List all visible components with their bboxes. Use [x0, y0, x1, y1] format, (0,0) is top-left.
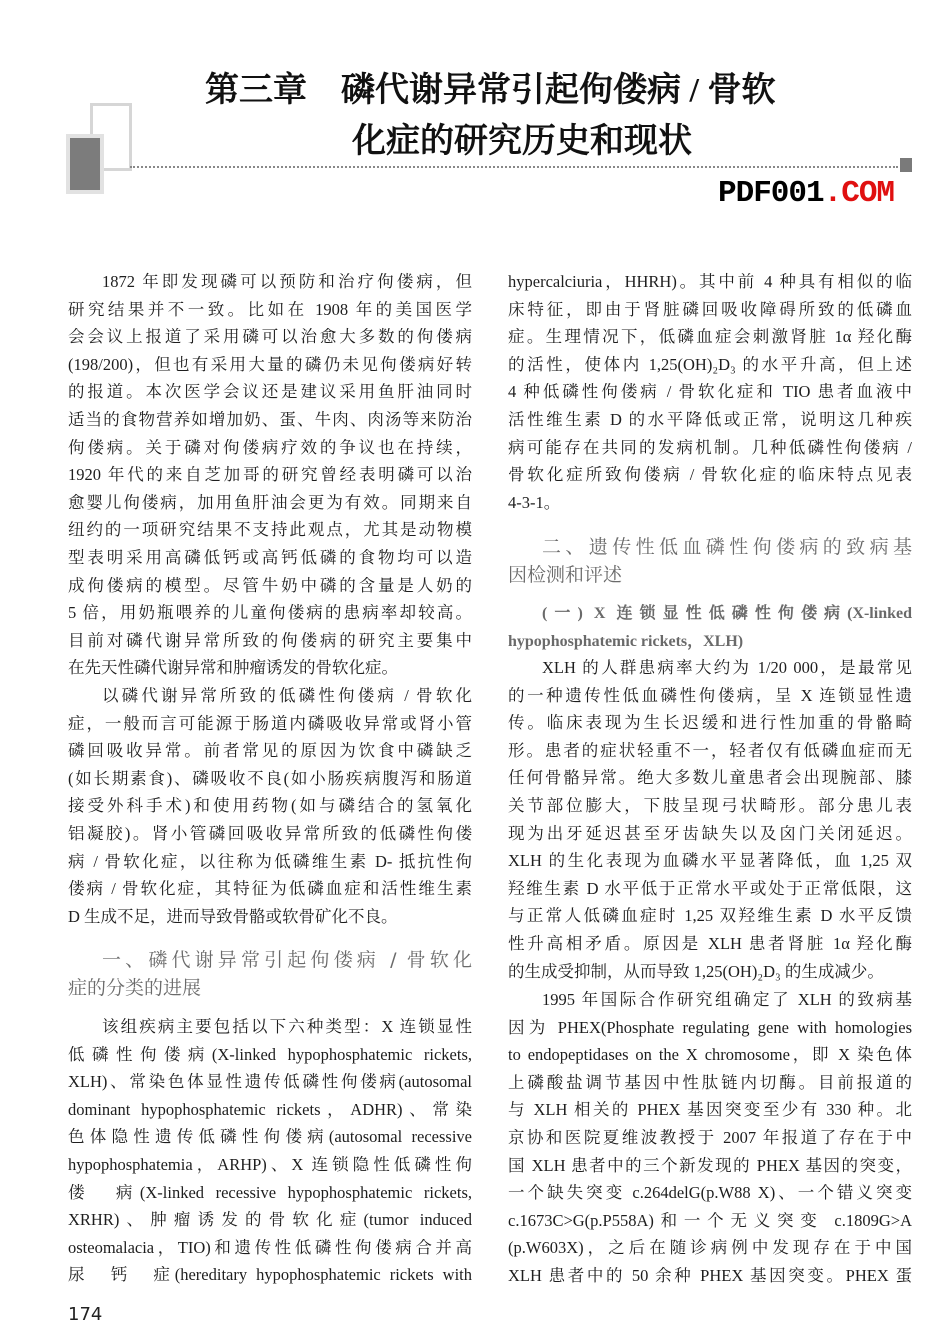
watermark-red: .COM	[823, 176, 895, 211]
text-line: 佝偻病。关于磷对佝偻病疗效的争议也在持续，	[68, 437, 472, 457]
watermark-black: PDF001	[718, 176, 824, 211]
text-line: dominant hypophosphatemic rickets，ADHR)、常染	[68, 1099, 472, 1119]
text-line: hypercalciuria，HHRH)。其中前 4 种具有相似的临	[508, 272, 912, 291]
left-paragraph-3	[68, 1013, 472, 1289]
text-line: 的生成受抑制，从而导致 1,25(OH)₂D₃ 的生成减少。	[508, 961, 884, 981]
text-line: (198/200)，但也有采用大量的磷仍未见佝偻病好转	[68, 354, 472, 374]
text-line: 愈婴儿佝偻病，加用鱼肝油会更为有效。同期来自	[68, 492, 472, 512]
text-line: 适当的食物营养如增加奶、蛋、牛肉、肉汤等来防治	[68, 409, 472, 429]
text-line: 的一种遗传性低血磷性佝偻病，呈 X 连锁显性遗	[508, 685, 912, 705]
dotted-divider	[130, 166, 898, 168]
text-line: osteomalacia，TIO)和遗传性低磷性佝偻病合并高	[68, 1237, 472, 1257]
divider-end-square	[900, 158, 912, 172]
text-line: 成佝偻病的模型。尽管牛奶中磷的含量是人奶的	[68, 575, 472, 595]
text-line: XLH)、常染色体显性遗传低磷性佝偻病(autosomal	[68, 1072, 472, 1092]
text-line: XLH 的人群患病率大约为 1/20 000，是最常见	[542, 658, 912, 677]
text-line: (如长期素食)、磷吸收不良(如小肠疾病腹泻和肠道	[68, 768, 472, 788]
text-line: XRHR)、肿瘤诱发的骨软化症(tumor induced	[68, 1210, 472, 1230]
text-line: 5 倍，用奶瓶喂养的儿童佝偻病的患病率却较高。	[68, 603, 472, 623]
text-line: 该组疾病主要包括以下六种类型：X 连锁显性	[102, 1017, 472, 1036]
text-line: (一) X 连锁显性低磷性佝偻病(X-linked	[542, 605, 912, 622]
text-line: 一个缺失突变 c.264delG(p.W88 X)、一个错义突变	[508, 1183, 912, 1203]
text-line: 与 XLH 相关的 PHEX 基因突变至少有 330 种。北	[508, 1100, 912, 1120]
text-line: 接受外科手术)和使用药物(如与磷结合的氢氧化	[68, 796, 472, 816]
right-paragraph-1	[508, 268, 912, 516]
text-line: 型表明采用高磷低钙或高钙低磷的食物均可以造	[68, 547, 472, 567]
text-line: hypophosphatemia，ARHP)、X 连锁隐性低磷性佝	[68, 1154, 472, 1174]
text-line: 上磷酸盐调节基因中性肽链内切酶。目前报道的	[508, 1072, 912, 1092]
text-line: 症的分类的进展	[68, 977, 202, 999]
text-line: 1995 年国际合作研究组确定了 XLH 的致病基	[542, 990, 912, 1009]
text-line: to endopeptidases on the X chromosome，即 X 染色体	[508, 1045, 912, 1065]
text-line: 形。患者的症状轻重不一，轻者仅有低磷血症而无	[508, 740, 912, 760]
text-line: 4-3-1。	[508, 492, 561, 512]
chapter-title-line-2: 化症的研究历史和现状	[352, 123, 692, 160]
left-paragraph-1	[68, 268, 472, 682]
text-line: 色体隐性遗传低磷性佝偻病(autosomal recessive	[68, 1127, 472, 1147]
text-line: 的报道。本次医学会议还是建议采用鱼肝油同时	[68, 382, 472, 402]
text-line: 任何骨骼异常。绝大多数儿童患者会出现腕部、膝	[508, 768, 912, 788]
text-line: 国 XLH 患者中的三个新发现的 PHEX 基因的突变，	[508, 1155, 912, 1175]
text-line: 骨软化症所致佝偻病 / 骨软化症的临床特点见表	[508, 465, 912, 485]
text-line: hypophosphatemic rickets，XLH)	[508, 632, 744, 650]
text-line: 1872 年即发现磷可以预防和治疗佝偻病，但	[102, 272, 472, 291]
text-line: 尿 钙 症(hereditary hypophosphatemic rickets with	[68, 1265, 472, 1285]
text-line: 病 / 骨软化症，以往称为低磷维生素 D- 抵抗性佝	[68, 851, 472, 871]
text-line: 铝凝胶)。肾小管磷回吸收异常所致的低磷性佝偻	[68, 823, 472, 843]
section-heading-2	[508, 533, 912, 589]
right-paragraph-3	[508, 986, 912, 1290]
left-paragraph-2	[68, 682, 472, 930]
page-number: 174	[68, 1304, 103, 1325]
text-line: 二、遗传性低血磷性佝偻病的致病基	[542, 536, 912, 558]
text-line: 偻 病(X-linked recessive hypophosphatemic rickets,	[68, 1182, 472, 1202]
text-line: 在先天性磷代谢异常和肿瘤诱发的骨软化症。	[68, 658, 398, 678]
text-line: 纽约的一项研究结果不支持此观点，尤其是动物模	[68, 520, 472, 540]
text-line: 会会议上报道了采用磷可以治愈大多数的佝偻病	[68, 327, 472, 347]
text-line: XLH 的生化表现为血磷水平显著降低，血 1,25 双	[508, 851, 912, 871]
text-line: 低磷性佝偻病(X-linked hypophosphatemic rickets,	[68, 1044, 472, 1064]
text-line: XLH 患者中的 50 余种 PHEX 基因突变。PHEX 蛋	[508, 1265, 912, 1285]
text-line: 症，一般而言可能源于肠道内磷吸收异常或肾小管	[68, 713, 472, 733]
right-paragraph-2	[508, 654, 912, 985]
section-heading-1	[68, 946, 472, 1002]
text-line: 因为 PHEX(Phosphate regulating gene with homologies	[508, 1017, 912, 1037]
text-line: 因检测和评述	[508, 564, 623, 586]
text-line: (p.W603X)，之后在随诊病例中发现存在于中国	[508, 1238, 912, 1258]
text-line: 1920 年代的来自芝加哥的研究曾经表明磷可以治	[68, 465, 472, 485]
text-line: 关节部位膨大，下肢呈现弓状畸形。部分患儿表	[508, 795, 912, 815]
text-line: D 生成不足，进而导致骨骼或软骨矿化不良。	[68, 906, 398, 926]
text-line: 以磷代谢异常所致的低磷性佝偻病 / 骨软化	[102, 686, 472, 705]
text-line: c.1673C>G(p.P558A)和一个无义突变 c.1809G>A	[508, 1210, 912, 1230]
text-line: 京协和医院夏维波教授于 2007 年报道了存在于中	[508, 1127, 912, 1147]
text-line: 4 种低磷性佝偻病 / 骨软化症和 TIO 患者血液中	[508, 382, 912, 402]
text-line: 活性维生素 D 的水平降低或正常，说明这几种疾	[508, 409, 912, 429]
text-line: 传。临床表现为生长迟缓和进行性加重的骨骼畸	[508, 713, 912, 733]
text-line: 症。生理情况下，低磷血症会刺激肾脏 1α 羟化酶	[508, 327, 912, 347]
chapter-title-line-1: 第三章 磷代谢异常引起佝偻病 / 骨软	[205, 72, 776, 109]
decorative-dark-square	[70, 138, 100, 190]
text-line: 偻病 / 骨软化症，其特征为低磷血症和活性维生素	[68, 879, 472, 899]
text-line: 性升高相矛盾。原因是 XLH 患者肾脏 1α 羟化酶	[508, 933, 912, 953]
text-line: 羟维生素 D 水平低于正常水平或处于正常低限，这	[508, 878, 912, 898]
text-line: 病可能存在共同的发病机制。几种低磷性佝偻病 /	[508, 437, 912, 457]
text-line: 的活性，使体内 1,25(OH)₂D₃ 的水平升高，但上述	[508, 354, 912, 374]
text-line: 床特征，即由于肾脏磷回吸收障碍所致的低磷血	[508, 299, 912, 319]
subsection-heading-1	[508, 600, 912, 655]
watermark-logo	[718, 176, 894, 211]
text-line: 现为出牙延迟甚至牙齿缺失以及囟门关闭延迟。	[508, 823, 912, 843]
text-line: 研究结果并不一致。比如在 1908 年的美国医学	[68, 299, 472, 319]
text-line: 一、磷代谢异常引起佝偻病 / 骨软化	[102, 949, 472, 971]
text-line: 磷回吸收异常。前者常见的原因为饮食中磷缺乏	[68, 741, 472, 761]
text-line: 与正常人低磷血症时 1,25 双羟维生素 D 水平反馈	[508, 906, 912, 926]
text-line: 目前对磷代谢异常所致的佝偻病的研究主要集中	[68, 630, 472, 650]
